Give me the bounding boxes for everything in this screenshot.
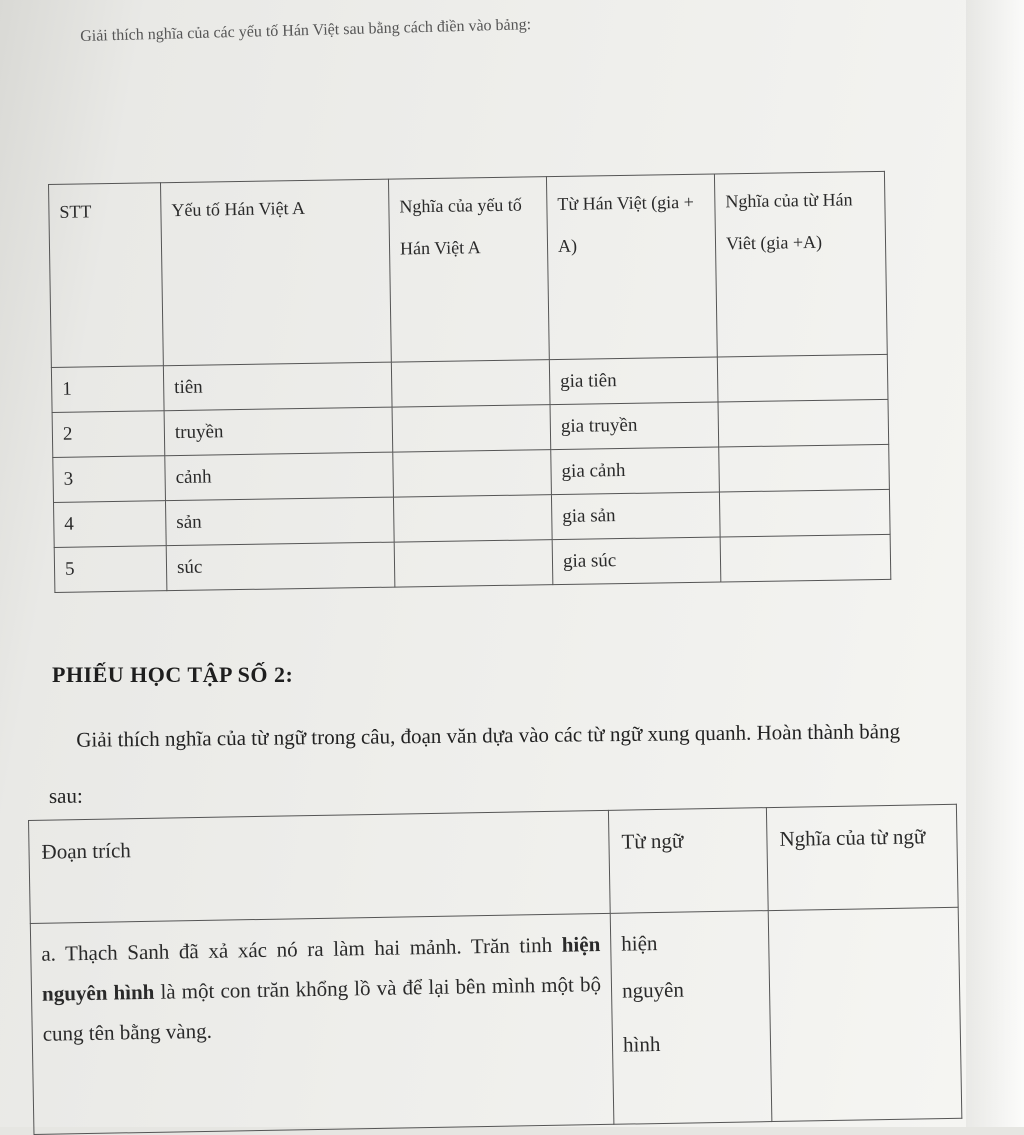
word-meaning-table [28, 804, 962, 1135]
row-word: gia sản [551, 492, 720, 540]
row-element-meaning-blank [391, 360, 550, 407]
vocab-word: nguyên [621, 977, 685, 1003]
row-stt: 2 [52, 411, 165, 458]
row-word-meaning-blank [719, 489, 890, 537]
vocab-meaning-blank [768, 907, 962, 1121]
row-stt: 5 [54, 546, 167, 593]
row-word: gia tiên [549, 357, 718, 405]
excerpt-text-continued: là một con trăn khổng lồ và để lại bên mình một bộ cung tên bằng vàng. [42, 972, 602, 1046]
header-element: Yếu tố Hán Việt A [160, 179, 391, 366]
row-stt: 4 [54, 501, 167, 548]
excerpt-highlighted-phrase: hiện nguyên hình [41, 932, 601, 1006]
row-element: truyền [164, 407, 393, 456]
row-word-meaning-blank [718, 399, 889, 447]
table-header-row [49, 171, 888, 367]
vocab-cell [610, 911, 772, 1125]
worksheet-2-heading: PHIẾU HỌC TẬP SỐ 2: [52, 662, 294, 687]
row-element: súc [166, 542, 395, 591]
header-excerpt: Đoạn trích [29, 810, 611, 923]
row-stt: 1 [51, 366, 164, 413]
row-word: gia cảnh [551, 447, 720, 495]
worksheet-2-instruction: Giải thích nghĩa của từ ngữ trong câu, đoạn văn dựa vào các từ ngữ xung quanh. Hoàn thành bảng sau: [48, 719, 901, 808]
row-word-meaning-blank [720, 534, 891, 582]
header-word-meaning: Nghĩa của từ Hán Viêt (gia +A) [714, 171, 887, 357]
row-word-meaning-blank [717, 354, 888, 402]
row-element: sản [165, 497, 394, 546]
row-word: gia súc [552, 537, 721, 585]
row-element: tiên [163, 362, 392, 411]
row-element: cảnh [165, 452, 394, 501]
excerpt-cell [30, 913, 614, 1134]
table-row [30, 907, 962, 1134]
han-viet-elements-table [48, 171, 891, 593]
row-element-meaning-blank [393, 450, 552, 497]
table1-instruction: Giải thích nghĩa của các yếu tố Hán Việt sau bằng cách điền vào bảng: [80, 16, 532, 45]
row-element-meaning-blank [392, 405, 551, 452]
header-vocab: Từ ngữ [608, 808, 768, 914]
header-element-meaning: Nghĩa của yếu tố Hán Việt A [388, 177, 549, 362]
header-vocab-meaning: Nghĩa của từ ngữ [766, 804, 958, 910]
vocab-word: hiện [621, 931, 658, 956]
excerpt-text: a. Thạch Sanh đã xả xác nó ra làm hai mảnh. Trăn tinh [41, 932, 562, 966]
row-element-meaning-blank [393, 495, 552, 542]
header-stt: STT [49, 183, 164, 368]
table-header-row [29, 804, 959, 923]
vocab-word: hình [622, 1031, 661, 1057]
row-element-meaning-blank [394, 540, 553, 587]
row-stt: 3 [53, 456, 166, 503]
underlying-page-edge [966, 0, 1024, 1127]
row-word-meaning-blank [719, 444, 890, 492]
row-word: gia truyền [550, 402, 719, 450]
header-word: Từ Hán Việt (gia + A) [546, 174, 717, 360]
